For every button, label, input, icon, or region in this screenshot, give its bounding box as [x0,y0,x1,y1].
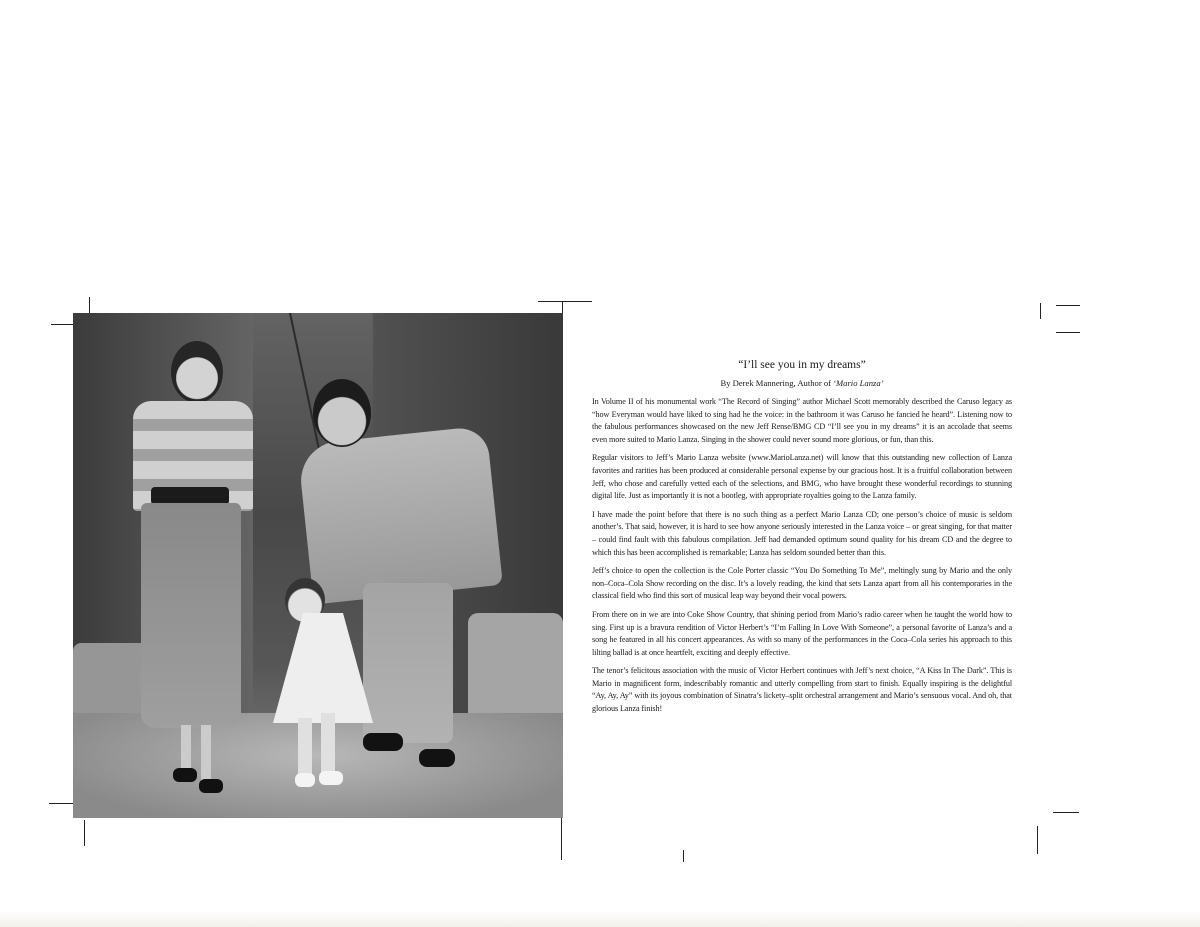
crop-mark [1053,812,1079,813]
photo-man-shoe [419,749,455,767]
photo-woman-leg [201,725,211,783]
photo-woman-shoe [173,768,197,782]
photo-child-shoe [319,771,343,785]
photo-rug [73,713,563,818]
photo-child-shoe [295,773,315,787]
photo-woman-shoe [199,779,223,793]
scan-edge-shadow [0,910,1200,927]
photo-man-shoe [363,733,403,751]
crop-mark [562,301,563,313]
photo-woman-head [171,341,223,403]
photo-child-leg [321,713,335,775]
photo-child-leg [298,718,312,778]
article-paragraph: Regular visitors to Jeff’s Mario Lanza website (www.MarioLanza.net) will know that this outstanding new collection of Lanza favorites and rarities has been produced at considerable personal expense by our gracious host. It is a fruitful collaboration between Jeff, who chose and carefully vetted each of the selections, and BMG, who have brought these wonderful recordings to stunning digital life. Just as importantly it is not a bootleg, with appropriate royalties going to the Lanza family. [592,453,1012,501]
article [592,358,1012,722]
photo-man-suit [297,426,503,605]
byline-book-title: ‘Mario Lanza’ [833,378,884,388]
byline-prefix: By Derek Mannering, Author of [720,378,834,388]
crop-mark [1056,332,1080,333]
article-paragraph: Jeff’s choice to open the collection is the Cole Porter classic “You Do Something To Me”, meltingly sung by Mario and the only non–Coca–Cola Show recording on the disc. It’s a lovely reading, the kind that sets Lanza apart from all his contemporaries in the classical field who find this sort of musical leap way beyond their vocal powers. [592,566,1012,601]
article-paragraph: The tenor’s felicitous association with the music of Victor Herbert continues with Jeff’s next choice, “A Kiss In The Dark”. This is Mario in magnificent form, indescribably romantic and utterly compelling from start to finish. Equally inspiring is the delightful “Ay, Ay, Ay” with its joyous combination of Sinatra’s lickety–split orchestral arrangement and Mario’s sensuous vocal. And oh, that glorious Lanza finish! [592,666,1012,714]
crop-mark [538,301,592,302]
crop-mark [561,818,562,860]
crop-mark [1056,305,1080,306]
crop-mark [1040,303,1041,319]
family-photograph [73,313,563,818]
article-title: “I’ll see you in my dreams” [738,359,866,371]
article-paragraph: From there on in we are into Coke Show Country, that shining period from Mario’s radio career when he taught the world how to sing. First up is a bravura rendition of Victor Herbert’s “I’m Falling In Love With Someone”, a personal favorite of Lanza’s and a song he featured in all his concert appearances. As with so many of the performances in the Coca–Cola series his approach to this lilting ballad is at once heartfelt, exciting and deeply effective. [592,609,1012,657]
photo-man-trousers [363,583,453,743]
article-paragraph: I have made the point before that there is no such thing as a perfect Mario Lanza CD; one person’s choice of music is seldom another’s. That said, however, it is hard to see how anyone seriously interested in the Lanza voice – or great singing, for that matter – could find fault with this fabulous compilation. Jeff had demanded optimum sound quality for his dream CD and the degree to which this has been accomplished is remarkable; Lanza has seldom sounded better than this. [592,509,1012,557]
article-byline [592,377,1012,389]
photo-woman-skirt [141,503,241,728]
article-paragraph: In Volume II of his monumental work “The Record of Singing” author Michael Scott memorably described the Caruso legacy as “how Everyman would have liked to sing had he the voice: in the bathroom it was Caruso he fancied he heard”. Listening now to the fabulous performances showcased on the new Jeff Rense/BMG CD “I’ll see you in my dreams” it is an accolade that seems even more suited to Mario Lanza. Singing in the shower could never sound more glorious, or fun, than this. [592,397,1012,444]
crop-mark [89,297,90,313]
crop-mark [84,820,85,846]
crop-mark [1037,826,1038,854]
photo-man-head [313,379,371,447]
crop-mark [683,850,684,862]
crop-mark [49,803,73,804]
photo-child-dress [273,613,373,723]
crop-mark [51,324,75,325]
